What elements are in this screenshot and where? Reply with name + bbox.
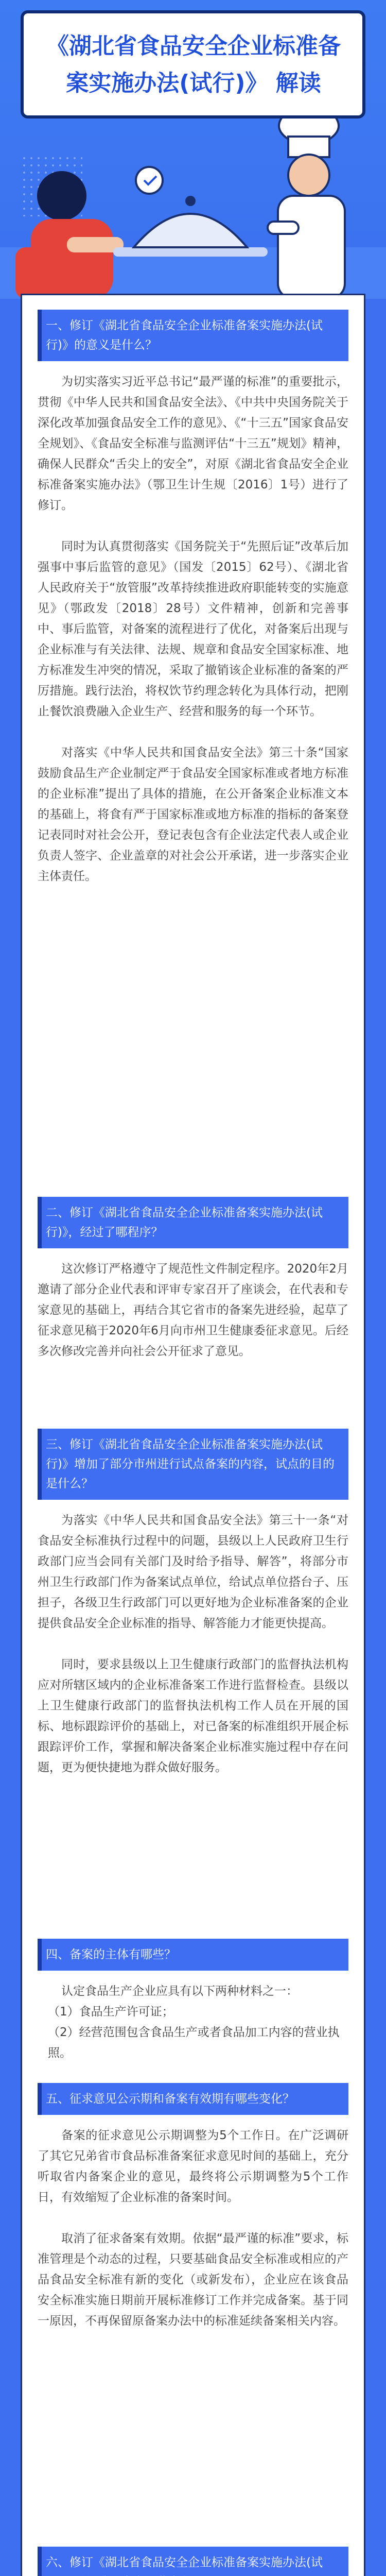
paragraph: 为切实落实习近平总书记“最严谨的标准”的重要批示，贯彻《中华人民共和国食品安全法》、《中共中央国务院关于深化改革加强食品安全工作的意见》、《“十三五”国家食品安全规划》、《食品安全标准与监测评估“十三五”规划》精神，确保人民群众“舌尖上的安全”，对原《湖北省食品安全企业标准备案实施办法》（鄂卫生计生规〔2016〕1号）进行了修订。 [38, 375, 348, 512]
paragraph: 认定食品生产企业应具有以下两种材料之一： [61, 1985, 298, 1998]
section-4 [38, 1939, 348, 2063]
list-item: （2）经营范围包含食品生产或者食品加工内容的营业执照。 [48, 2026, 340, 2060]
section-heading: 一、修订《湖北省食品安全企业标准备案实施办法(试行)》的意义是什么？ [38, 310, 348, 361]
title-line-2: 案实施办法(试行)》 [66, 70, 268, 96]
section-5 [38, 2083, 348, 2331]
person-left-icon [15, 171, 124, 299]
paragraph: 备案的征求意见公示期调整为5个工作日。在广泛调研了其它兄弟省市食品标准备案征求意见时间的基础上，充分听取省内备案企业的意见，最终将公示期调整为5个工作日，有效缩短了企业标准的备案时间。 [38, 2129, 348, 2204]
section-heading: 三、修订《湖北省食品安全企业标准备案实施办法(试行)》增加了部分市州进行试点备案的内容，试点的目的是什么？ [38, 1429, 348, 1500]
section-heading: 六、修订《湖北省食品安全企业标准备案实施办法(试 [38, 2547, 348, 2576]
section-3 [38, 1429, 348, 1778]
section-heading: 四、备案的主体有哪些？ [38, 1939, 348, 1971]
chef-illustration [0, 118, 386, 299]
title-box [21, 10, 365, 118]
paragraph: 这次修订严格遵守了规范性文件制定程序。2020年2月邀请了部分企业代表和评审专家召开了座谈会，在代表和专家意见的基础上，再结合其它省市的备案先进经验，起草了征求意见稿于2020年6月向市州卫生健康委征求意见。后经多次修改完善并向社会公开征求了意见。 [38, 1262, 348, 1358]
dish-icon [113, 167, 268, 257]
section-heading: 二、修订《湖北省食品安全企业标准备案实施办法(试行)》，经过了哪程序？ [38, 1197, 348, 1248]
section-heading: 五、征求意见公示期和备案有效期有哪些变化？ [38, 2083, 348, 2115]
article-body [21, 294, 365, 2576]
title-suffix: 解读 [275, 70, 321, 96]
title-line-1: 《湖北省食品安全企业标准备 [46, 33, 341, 59]
section-2 [38, 1197, 348, 1362]
list-item: （1）食品生产许可证； [48, 2005, 174, 2019]
section-6 [38, 2547, 348, 2576]
paragraph: 同时为认真贯彻落实《国务院关于“先照后证”改革后加强事中事后监管的意见》（国发〔2015〕62号）、《湖北省人民政府关于“放管服”改革持续推进政府职能转变的实施意见》（鄂政发〔2018〕28号）文件精神，创新和完善事中、事后监管，对备案的流程进行了优化，对备案后出现与企业标准与有关法律、法规、规章和食品安全国家标准、地方标准发生冲突的情况，采取了撤销该企业标准的备案的严厉措施。践行法治，将权饮节约理念转化为具体行动，把刚止餐饮浪费融入企业生产、经营和服务的每一个环节。 [38, 540, 348, 718]
paragraph: 取消了征求备案有效期。依据“最严谨的标准”要求，标准管理是个动态的过程，只要基础食品安全标准或相应的产品食品安全标准有新的变化（或新发布），企业应在该食品安全标准实施日期前开展标准修订工作并完成备案。基于同一原因，不再保留原备案办法中的标准延续备案相关内容。 [38, 2232, 348, 2328]
header-banner [0, 0, 386, 299]
section-1 [38, 310, 348, 887]
page-title [39, 28, 348, 102]
paragraph: 同时，要求县级以上卫生健康行政部门的监督执法机构应对所辖区域内的企业标准备案工作进行监督检查。县级以上卫生健康行政部门的监督执法机构工作人员在开展的国标、地标跟踪评价的基础上，对已备案的标准组织开展企标跟踪评价工作，掌握和解决备案企业标准实施过程中存在问题，更为便快捷地为群众做好服务。 [38, 1658, 348, 1774]
paragraph: 对落实《中华人民共和国食品安全法》第三十条“国家鼓励食品生产企业制定严于食品安全国家标准或者地方标准的企业标准”提出了具体的措施，在公开备案企业标准文本的基础上，将食有严于国家标准或地方标准的指标的备案登记表同时对社会公开，登记表包含有企业法定代表人或企业负责人签字、企业盖章的对社会公开承诺，进一步落实企业主体责任。 [38, 746, 348, 883]
chef-icon [268, 118, 345, 299]
paragraph: 为落实《中华人民共和国食品安全法》第三十一条“对食品安全标准执行过程中的问题，县级以上人民政府卫生行政部门应当会同有关部门及时给予指导、解答”，将部分市州卫生行政部门作为备案试点单位，给试点单位搭台子、压担子，各级卫生行政部门可以更好地为企业标准备案的企业提供食品安全企业标准的指导、解答能力才能更快提高。 [38, 1514, 348, 1630]
